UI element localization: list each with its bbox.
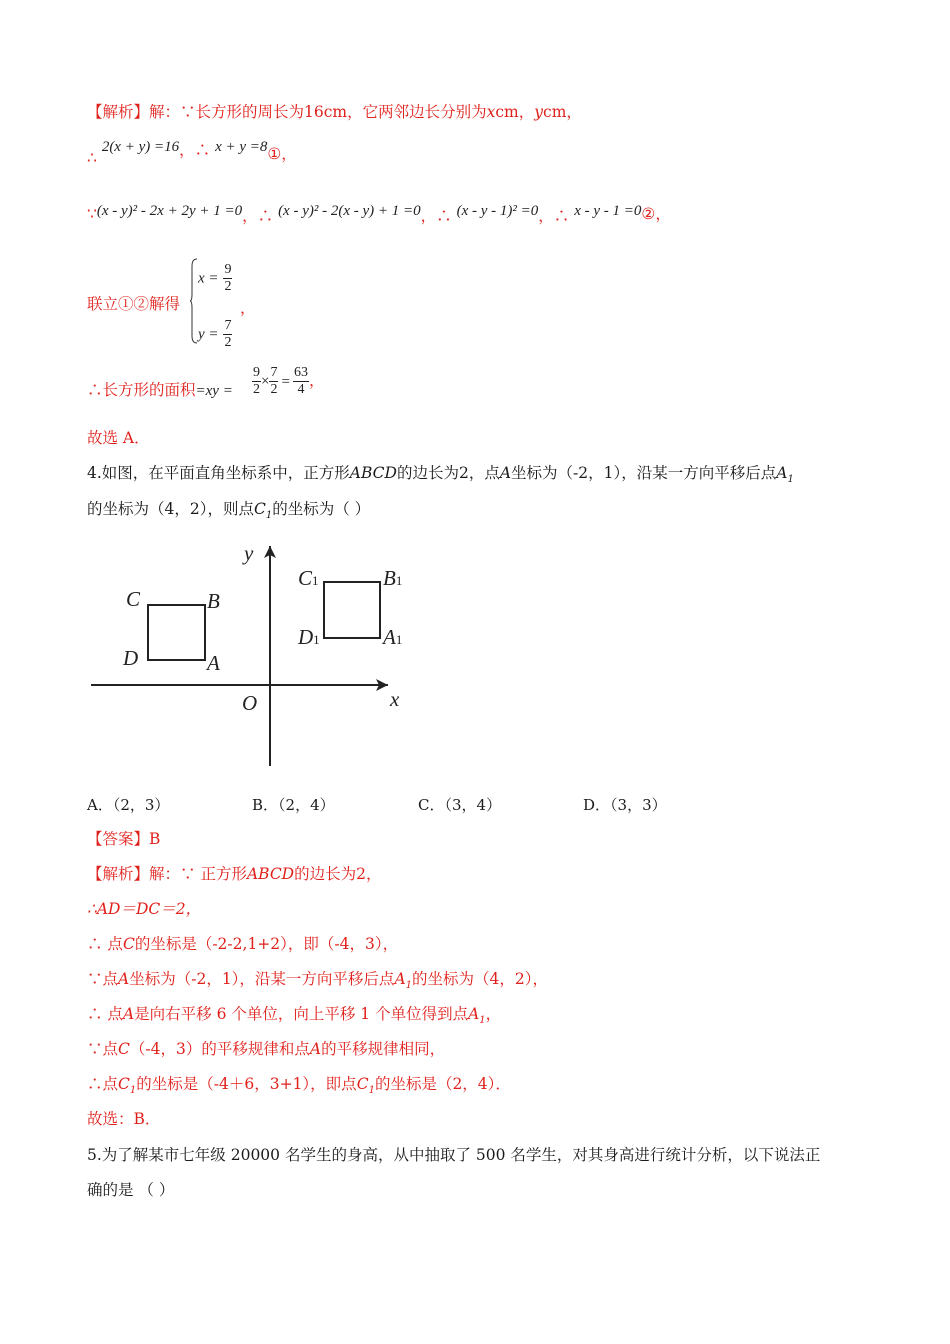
equation: =xy =: [195, 383, 233, 399]
numerator: 9: [253, 365, 260, 380]
sol-text: 是向右平移 6 个单位，向上平移 1 个单位得到点: [134, 1005, 469, 1023]
q4-sol-1: [87, 864, 382, 884]
point-a: A: [122, 1005, 135, 1023]
subscript: 1: [405, 980, 413, 992]
area-fractions: [252, 365, 324, 398]
denominator: 2: [224, 335, 232, 350]
option-d[interactable]: D．（3，3）: [583, 796, 667, 814]
sol3-conclusion: 故选 A．: [87, 429, 150, 447]
sol-text: 解：∵ 正方形: [149, 865, 247, 883]
denominator: 2: [253, 382, 260, 397]
q4-stem: 的坐标为（4，2），则点: [87, 500, 254, 518]
label-d1: D1: [298, 625, 320, 649]
because-symbol: ∵: [87, 205, 97, 223]
point-a: A: [309, 1040, 322, 1058]
equation: 2(x + y) =16: [101, 139, 180, 155]
brace-icon: [190, 258, 198, 344]
comma: ，: [308, 371, 325, 390]
sol-text: 的坐标是（-4＋6，3+1），即点: [136, 1075, 357, 1093]
equation: (x - y)² - 2(x - y) + 1 =0: [278, 203, 421, 219]
equation: x - y - 1 =0: [574, 203, 642, 219]
sol3-line-3: [87, 200, 671, 225]
q4-answer: [87, 829, 160, 849]
sol-text: 坐标为（-2，1），沿某一方向平移后点: [129, 970, 395, 988]
subscript: 1: [368, 1085, 375, 1097]
times-symbol: ×: [261, 373, 270, 390]
unit-cm: cm，: [495, 103, 535, 121]
fraction: [223, 318, 232, 351]
subscript: 1: [265, 510, 273, 522]
q4-stem: 的坐标为（ ）: [272, 500, 371, 518]
point-a1: A: [394, 970, 406, 988]
point-a: A: [499, 464, 512, 482]
label-c1: C1: [298, 566, 319, 590]
sol3-line-5: [87, 380, 233, 401]
option-a[interactable]: A．（2，3）: [87, 796, 170, 814]
separator: ，∴: [420, 207, 452, 225]
sol-text: ∴ 点: [87, 1005, 123, 1023]
therefore-symbol: ∴: [87, 149, 97, 167]
sol-text: 的坐标是（-2-2,1+2），即（-4，3），: [134, 935, 399, 953]
x-label: x: [390, 687, 400, 711]
subscript: 1: [479, 1015, 486, 1027]
sol-text: 的坐标是（2，4）．: [374, 1075, 511, 1093]
origin-label: O: [242, 691, 258, 715]
point-c1: C: [356, 1075, 369, 1093]
sol-text: ∵点: [87, 970, 119, 988]
sol-text: ，: [485, 1005, 502, 1023]
q4-sol-5: [87, 1004, 501, 1031]
equation-mark: ①，: [267, 145, 297, 163]
denominator: 2: [224, 279, 232, 294]
analysis-tag: 【解析】: [87, 103, 150, 121]
lhs-x: x =: [198, 270, 219, 287]
sol-text: 的平移规律相同，: [321, 1040, 446, 1058]
sol-text: ∴点: [87, 1075, 119, 1093]
numerator: 63: [293, 365, 308, 380]
equals-symbol: =: [281, 373, 290, 390]
fraction: [223, 262, 232, 295]
square-abcd: [148, 605, 205, 660]
separator: ，∴: [179, 141, 211, 159]
y-label: y: [244, 541, 254, 565]
point-a1: A: [776, 464, 788, 482]
q4-sol-3: [87, 934, 398, 954]
label-a1: A1: [383, 625, 403, 649]
separator: ，∴: [242, 207, 274, 225]
q5-stem-line-2: 确的是 （ ）: [87, 1181, 175, 1199]
sol-text: ∵点: [87, 1040, 119, 1058]
answer-tag: 【答案】: [87, 830, 150, 848]
area-text: ∴长方形的面积: [87, 381, 196, 399]
answer-value: B: [149, 830, 161, 848]
option-c[interactable]: C．（3，4）: [418, 796, 502, 814]
q4-stem: 4.如图，在平面直角坐标系中，正方形: [87, 464, 350, 482]
label-a: A: [207, 651, 220, 675]
sol-text: 的坐标为（4，2），: [412, 970, 548, 988]
sol3-line-1: [87, 102, 582, 122]
denominator: 4: [297, 382, 305, 397]
numerator: 7: [224, 318, 232, 333]
point-c1: C: [253, 500, 266, 518]
sol-text: 的边长为2，: [294, 865, 382, 883]
fraction: [269, 365, 278, 398]
point-c: C: [118, 1040, 130, 1058]
equation: (x - y - 1)² =0: [456, 203, 539, 219]
q4-sol-2: ∴AD＝DC＝2，: [87, 900, 202, 918]
equation-mark: ②，: [641, 205, 671, 223]
point-c1: C: [118, 1075, 130, 1093]
unit-cm: cm，: [543, 103, 582, 121]
sol3-line-2: [87, 139, 297, 167]
q4-sol-6: [87, 1039, 445, 1059]
analysis-tag: 【解析】: [87, 865, 150, 883]
q4-stem-line-2: [87, 499, 370, 526]
separator: ，∴: [538, 207, 570, 225]
sol-text: （-4，3）的平移规律和点: [129, 1040, 310, 1058]
system-x: [198, 262, 232, 295]
label-b1: B1: [383, 566, 403, 590]
label-b: B: [207, 589, 220, 613]
lhs-y: y =: [198, 326, 219, 343]
square-name: ABCD: [349, 464, 397, 482]
sol3-line-4: 联立①②解得: [87, 295, 181, 313]
label-c: C: [126, 587, 141, 611]
subscript: 1: [787, 474, 794, 486]
denominator: 2: [270, 382, 278, 397]
q5-stem-line-1: 5.为了解某市七年级 20000 名学生的身高，从中抽取了 500 名学生，对其身高进行统计分析，以下说法正: [87, 1146, 821, 1164]
option-b[interactable]: B．（2，4）: [252, 796, 335, 814]
fraction: [252, 365, 261, 398]
system-y: [198, 318, 232, 351]
sol3-text: 解：∵长方形的周长为16cm，它两邻边长分别为: [149, 103, 487, 121]
point-a: A: [118, 970, 130, 988]
q4-conclusion: 故选：B．: [87, 1110, 161, 1128]
coordinate-figure: [88, 538, 418, 770]
subscript: 1: [129, 1085, 137, 1097]
label-d: D: [123, 646, 139, 670]
q4-stem: 的边长为2，点: [396, 464, 500, 482]
square-a1b1c1d1: [324, 582, 380, 638]
fraction: [293, 365, 309, 398]
equation: x + y =8: [215, 139, 268, 155]
comma: ，: [240, 299, 256, 317]
numerator: 9: [224, 262, 232, 277]
equation: (x - y)² - 2x + 2y + 1 =0: [96, 203, 243, 219]
point-c: C: [122, 935, 135, 953]
var-y: y: [534, 103, 544, 121]
var-x: x: [486, 103, 496, 121]
sol-text: ∴ 点: [87, 935, 123, 953]
q4-sol-7: [87, 1074, 511, 1101]
square-name: ABCD: [246, 865, 295, 883]
q4-sol-4: [87, 969, 548, 996]
point-a1: A: [468, 1005, 480, 1023]
numerator: 7: [270, 365, 278, 380]
q4-stem-line-1: [87, 463, 794, 490]
q4-stem: 坐标为（-2，1），沿某一方向平移后点: [511, 464, 777, 482]
